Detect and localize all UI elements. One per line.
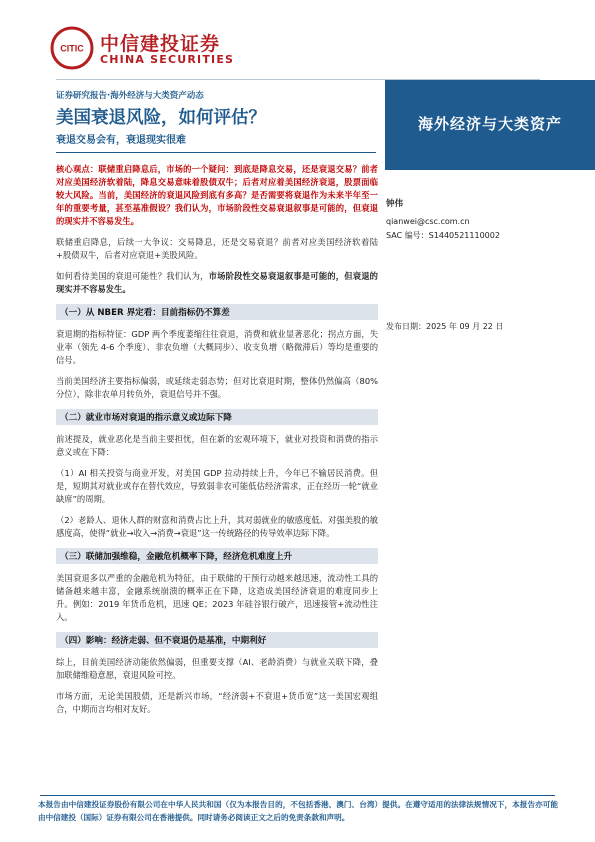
- title-divider: [56, 152, 376, 153]
- core-lead: 核心观点：: [56, 164, 99, 174]
- paragraph-2-text: 如何看待美国的衰退可能性？我们认为，: [56, 271, 209, 281]
- author-email: qianwei@csc.com.cn: [386, 217, 470, 226]
- section-heading-2: （二）就业市场对衰退的指示意义或边际下降: [56, 409, 378, 425]
- section-heading-3: （三）联储加强维稳，金融危机概率下降，经济危机难度上升: [56, 548, 378, 564]
- footer-disclaimer: 本报告由中信建投证券股份有限公司在中华人民共和国（仅为本报告目的，不包括香港、澳门、台湾）提供。在遵守适用的法律法规情况下，本报告亦可能由中信建投（国际）证券有限公司在香港提供。同时请务必阅读正文之后的免责条款和声明。: [38, 800, 558, 822]
- company-logo: [50, 26, 250, 70]
- core-viewpoint: [56, 163, 378, 228]
- paragraph-2: [56, 270, 378, 296]
- author-name: 钟伟: [386, 199, 404, 209]
- paragraph-7: （2）老龄人、退休人群的财富和消费占比上升，其对弱就业的敏感度低、对强美股的敏感度高，使得“就业→收入→消费→衰退”这一传统路径的传导效率边际下降。: [56, 515, 378, 538]
- author-sac: SAC 编号：S1440521110002: [386, 231, 500, 240]
- core-text: 联储重启降息后，市场的一个疑问：到底是降息交易，还是衰退交易？前者对应美国经济软着陆，降息交易意味着股债双牛；后者对应着美国经济衰退，股票面临较大风险。当前，美国经济的衰退风险到底有多高？是否需要将衰退作为未来半年至一年的重要考量，甚至基准假设？我们认为，市场阶段性交易衰退叙事是可能的，但衰退的现实并不容易发生。: [56, 164, 378, 226]
- paragraph-10: 市场方面，无论美国股债，还是新兴市场，“经济弱+不衰退+货币宽”这一美国宏观组合，中期而言均相对友好。: [56, 691, 378, 714]
- publish-date: [386, 321, 503, 332]
- paragraph-3: 衰退期的指标特征：GDP 两个季度萎缩往往衰退，消费和就业显著恶化；拐点方面，失业率（领先 4-6 个季度）、非农负增（大概同步）、收支负增（略微滞后）等均是重要的信号。: [56, 329, 378, 365]
- paragraph-9: 综上，目前美国经济动能依然偏弱，但重要支撑（AI、老龄消费）与就业关联下降，叠加联储维稳意愿，衰退风险可控。: [56, 657, 378, 680]
- logo-mark-text: CITIC: [60, 43, 84, 54]
- report-tag: 证券研究报告·海外经济与大类资产动态: [56, 91, 204, 101]
- report-body: [56, 163, 378, 724]
- paragraph-6: （1）AI 相关投资与商业开发，对美国 GDP 拉动持续上升，今年已不输居民消费。但是，短期其对就业或存在替代效应，导致弱非农可能低估经济需求，正在经历一轮“就业缺席”的周期。: [56, 468, 378, 504]
- publish-date-label: 发布日期：: [386, 322, 426, 331]
- footer-rule: [40, 795, 555, 796]
- paragraph-8: 美国衰退多以严重的金融危机为特征，由于联储的干预行动越来越迅速，流动性工具的储备越来越丰富，金融系统崩溃的概率正在下降，这造成美国经济衰退的难度同步上升。例如：2019 年货币危机，迅速 QE；2023 年硅谷银行破产，迅速接管+流动性注入。: [56, 573, 378, 622]
- paragraph-5: 前述提及，就业恶化是当前主要担忧，但在新的宏观环境下，就业对投资和消费的指示意义或在下降：: [56, 434, 378, 457]
- page-subtitle: 衰退交易会有，衰退现实很难: [56, 135, 186, 146]
- author-block: [386, 197, 576, 243]
- side-panel: [385, 80, 595, 170]
- paragraph-1: 联储重启降息，后续一大争议：交易降息，还是交易衰退？前者对应美国经济软着陆+股债双牛，后者对应衰退+美股风险。: [56, 237, 378, 260]
- company-name-en: CHINA SECURITIES: [100, 53, 235, 66]
- section-heading-4: （四）影响：经济走弱、但不衰退仍是基准，中期利好: [56, 632, 378, 648]
- paragraph-4: 当前美国经济主要指标偏弱，或延续走弱态势；但对比衰退时期，整体仍然偏高（80%分位），除非农单月转负外，衰退信号并不强。: [56, 376, 378, 399]
- page-title: 美国衰退风险，如何评估？: [56, 108, 266, 128]
- side-panel-title: 海外经济与大类资产: [417, 115, 562, 133]
- paragraph-2-bold: 市场阶段性交易衰退叙事是可能的，但衰退的现实并不容易发生。: [56, 271, 378, 294]
- publish-date-value: 2025 年 09 月 22 日: [426, 322, 504, 331]
- company-name-cn: 中信建投证券: [100, 33, 221, 55]
- section-heading-1: （一）从 NBER 界定看：目前指标仍不算差: [56, 304, 378, 320]
- citic-logo-icon: [50, 26, 94, 70]
